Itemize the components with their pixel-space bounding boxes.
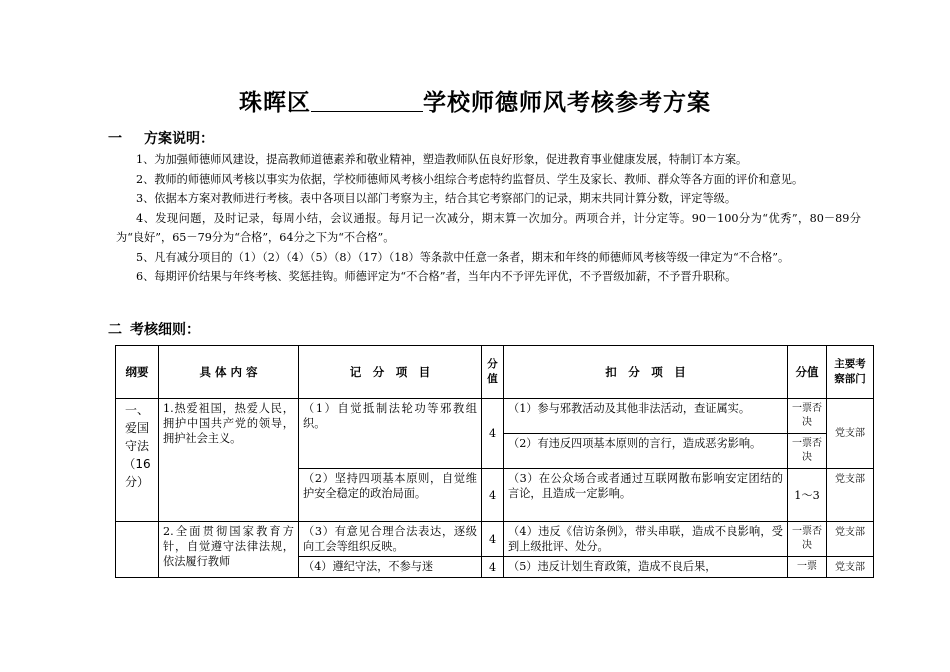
assessment-table [115,345,874,578]
header-points: 分值 [482,346,504,399]
section-label: 考核细则： [130,322,200,338]
title-blank [311,91,423,112]
content-cell: 2.全面贯彻国家教育方针，自觉遵守法律法规，依法履行教师 [159,522,299,578]
deduct-value: 一票否决 [788,522,827,557]
title-suffix: 学校师德师风考核参考方案 [423,90,711,116]
dept-cell: 党支部 [827,399,874,469]
score-item: （1）自觉抵制法轮功等邪教组织。 [299,399,482,469]
section-label: 方案说明： [144,131,214,147]
plan-description [116,150,861,287]
paragraph: 5、凡有减分项目的（1）（2）（4）（5）（8）（17）（18）等条款中任意一条者，期末和年终的师德师风考核等级一律定为“不合格”。 [136,250,790,264]
deduct-value: 一票 [788,557,827,578]
section-heading-1 [108,128,214,148]
deduct-item: （4）违反《信访条例》，带头串联，造成不良影响，受到上级批评、处分。 [504,522,788,557]
section-number: 二 [108,322,122,338]
score-points: 4 [482,469,504,522]
paragraph: 1、为加强师德师风建设，提高教师道德素养和敬业精神，塑造教师队伍良好形象，促进教育事业健康发展，特制订本方案。 [136,153,748,166]
category-cell: 一、爱国守法（16分） [116,399,159,522]
score-points: 4 [482,399,504,469]
category-cell-empty [116,522,159,578]
header-deduction: 扣 分 项 目 [504,346,788,399]
score-item [299,557,482,578]
header-outline: 纲要 [116,346,159,399]
dept-cell: 党支部 [827,557,874,578]
page-title [0,84,950,117]
deduct-item [504,557,788,578]
paragraph: 2、教师的师德师风考核以事实为依据，学校师德师风考核小组综合考虑特约监督员、学生及家长、教师、群众等各方面的评价和意见。 [136,172,804,186]
header-content: 具 体 内 容 [159,346,299,399]
deduct-item: （1）参与邪教活动及其他非法活动，查证属实。 [504,399,788,434]
dept-cell: 党支部 [827,469,874,522]
section-number: 一 [108,131,122,147]
score-points: 4 [482,557,504,578]
score-item-text: （4）遵纪守法，不参与迷 [303,560,434,573]
paragraph: 4、发现问题，及时记录，每周小结，会议通报。每月记一次减分，期末算一次加分。两项合并，计分定等。90－100分为“优秀”，80－89分为“良好”，65－79分为“合格”，64分之下为“不合格”。 [116,211,861,244]
deduct-value: 1～3 [788,469,827,522]
deduct-item: （3）在公众场合或者通过互联网散布影响安定团结的言论，且造成一定影响。 [504,469,788,522]
deduct-item-text: （5）违反计划生育政策，造成不良后果， [508,560,717,573]
paragraph: 6、每期评价结果与年终考核、奖惩挂钩。师德评定为“不合格”者，当年内不予评先评优，不予晋级加薪，不予晋升职称。 [136,270,737,283]
table-row [116,399,874,434]
header-scoring: 记 分 项 目 [299,346,482,399]
header-value: 分值 [788,346,827,399]
header-dept: 主要考察部门 [827,346,874,399]
title-prefix: 珠晖区 [239,90,311,116]
table-header-row [116,346,874,399]
deduct-value: 一票否决 [788,434,827,469]
table-row [116,522,874,557]
content-cell: 1.热爱祖国，热爱人民，拥护中国共产党的领导，拥护社会主义。 [159,399,299,522]
score-points: 4 [482,522,504,557]
dept-cell: 党支部 [827,522,874,557]
deduct-value: 一票否决 [788,399,827,434]
score-item: （2）坚持四项基本原则，自觉维护安全稳定的政治局面。 [299,469,482,522]
deduct-item: （2）有违反四项基本原则的言行，造成恶劣影响。 [504,434,788,469]
section-heading-2 [108,319,200,339]
paragraph: 3、依据本方案对教师进行考核。表中各项目以部门考察为主，结合其它考察部门的记录，期末共同计算分数，评定等级。 [136,192,737,205]
score-item: （3）有意见合理合法表达，逐级向工会等组织反映。 [299,522,482,557]
